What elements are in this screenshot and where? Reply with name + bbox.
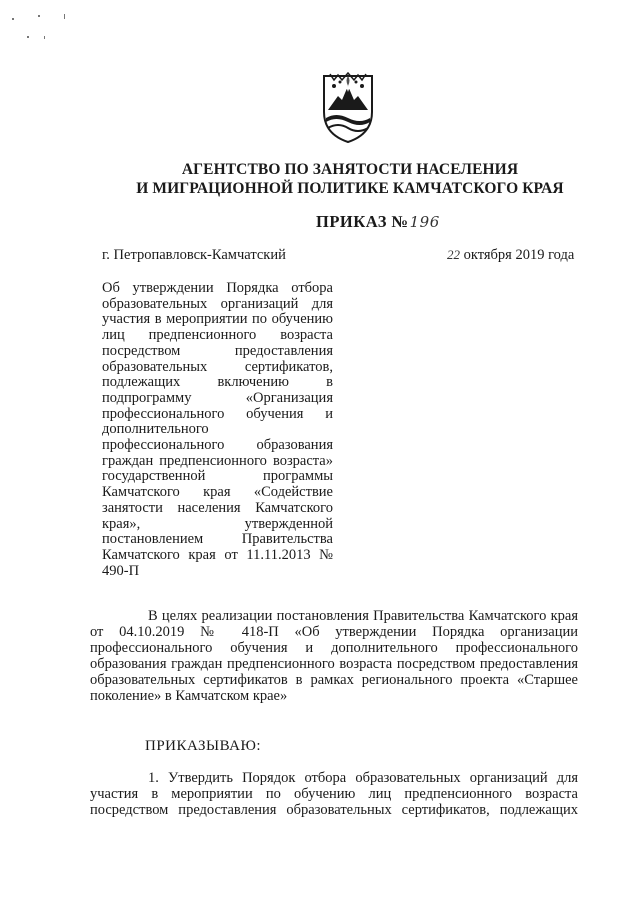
- subject-line: постановлением Правительства: [102, 531, 333, 548]
- order-number: 196: [409, 213, 440, 231]
- subject-line: подлежащих включению в: [102, 374, 333, 391]
- order-date: [447, 247, 574, 264]
- scan-speck: [12, 18, 14, 20]
- scan-speck: [27, 36, 29, 38]
- directive-heading: ПРИКАЗЫВАЮ:: [145, 738, 262, 754]
- date-day: 22: [447, 247, 460, 262]
- date-rest: октября 2019 года: [460, 247, 575, 263]
- subject-line: государственной программы: [102, 468, 333, 485]
- city-line: г. Петропавловск-Камчатский: [102, 247, 286, 263]
- preamble-line: образовательных сертификатов в рамках регионального проекта «Старшее: [90, 672, 578, 688]
- subject-line: граждан предпенсионного возраста»: [102, 452, 333, 469]
- subject-line: подпрограмму «Организация: [102, 389, 333, 406]
- subject-line: профессионального образования: [102, 437, 333, 454]
- agency-name-line-1: АГЕНТСТВО ПО ЗАНЯТОСТИ НАСЕЛЕНИЯ: [181, 161, 519, 178]
- preamble-line: профессионального обучения и дополнительного профессионального: [90, 640, 578, 656]
- preamble-line: В целях реализации постановления Правительства Камчатского края: [148, 608, 578, 624]
- scan-speck: [64, 14, 65, 19]
- preamble-line: образования граждан предпенсионного возраста посредством предоставления: [90, 656, 578, 672]
- order-heading: [316, 212, 440, 232]
- item-line: 1. Утвердить Порядок отбора образовательных организаций для: [148, 770, 578, 786]
- subject-line: Камчатского края «Содействие: [102, 484, 333, 501]
- subject-line: дополнительного: [102, 421, 209, 438]
- order-subject: [102, 281, 333, 579]
- subject-line: участия в мероприятии по обучению: [102, 311, 333, 328]
- subject-line: края», утвержденной: [102, 515, 333, 532]
- subject-line: занятости населения Камчатского: [102, 499, 333, 516]
- order-title: ПРИКАЗ №: [316, 212, 409, 231]
- scan-speck: [38, 15, 40, 17]
- subject-line: посредством предоставления: [102, 342, 333, 359]
- item-line: участия в мероприятии по обучению лиц предпенсионного возраста: [90, 786, 578, 802]
- subject-line: образовательных организаций для: [102, 295, 333, 312]
- subject-line: Об утверждении Порядка отбора: [102, 280, 333, 296]
- subject-line: 490-П: [102, 562, 140, 579]
- agency-name-line-2: И МИГРАЦИОННОЙ ПОЛИТИКЕ КАМЧАТСКОГО КРАЯ: [136, 180, 564, 197]
- preamble-line: от 04.10.2019 № 418-П «Об утверждении Порядка организации: [90, 624, 578, 640]
- subject-line: Камчатского края от 11.11.2013 №: [102, 546, 333, 563]
- item-line: посредством предоставления образовательных сертификатов, подлежащих: [90, 802, 578, 818]
- preamble-line: поколение» в Камчатском крае»: [90, 688, 288, 704]
- subject-line: образовательных сертификатов,: [102, 358, 333, 375]
- order-item-1: [90, 770, 578, 818]
- scan-speck: [44, 36, 45, 39]
- subject-line: профессионального обучения и: [102, 405, 333, 422]
- kamchatka-coat-of-arms-icon: [318, 72, 378, 144]
- preamble-paragraph: [90, 608, 578, 704]
- subject-line: лиц предпенсионного возраста: [102, 327, 333, 344]
